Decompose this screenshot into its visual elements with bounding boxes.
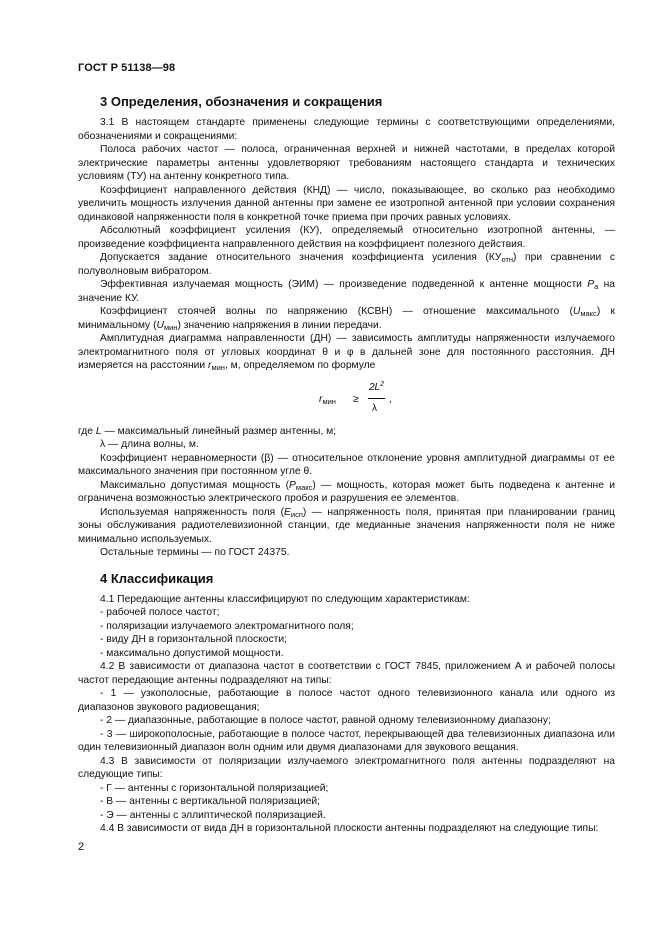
formula-fraction-bar bbox=[368, 398, 385, 399]
formula-relation: ≥ bbox=[353, 393, 359, 405]
formula-comma: , bbox=[389, 393, 392, 405]
page-number: 2 bbox=[78, 841, 85, 853]
document-body bbox=[78, 94, 615, 836]
paragraph-relative-gain: Допускается задание относительного значения коэффициента усиления $(КУ_{отн})$ при сравнении с полуволновым вибратором. bbox=[78, 252, 615, 277]
document-header: ГОСТ Р 51138—98 bbox=[78, 62, 176, 74]
list-item: - виду ДН в горизонтальной плоскости; bbox=[100, 634, 288, 645]
formula-denominator: λ bbox=[372, 402, 377, 414]
paragraph-frequency-band: Полоса рабочих частот — полоса, ограниченная верхней и нижней частотами, в пределах которой электрические параметры антенны удовлетворяют требованиям настоящего стандарта и технических условиям (ТУ) на антенну конкретного типа. bbox=[78, 144, 615, 182]
list-item: - В — антенны с вертикальной поляризацией; bbox=[100, 796, 321, 807]
paragraph-4-4: 4.4 В зависимости от вида ДН в горизонтальной плоскости антенны подразделяют на следующие типы: bbox=[100, 823, 599, 834]
paragraph-4-3: 4.3 В зависимости от поляризации излучаемого электромагнитного поля антенны подразделяют на следующие типы: bbox=[78, 755, 615, 780]
list-item: - Э — антенны с эллиптической поляризацией. bbox=[100, 809, 326, 821]
paragraph-erp: Эффективная излучаемая мощность (ЭИМ) — произведение подведенной к антенне мощности $P_а$ на значение КУ. bbox=[78, 279, 615, 304]
formula-lhs: $r_{мин}$ bbox=[319, 393, 336, 406]
paragraph-vswr: Коэффициент стоячей волны по напряжению (КСВН) — отношение максимального $(U_{макс})$ к минимальному $(U_{мин})$ значению напряжения в линии передачи. bbox=[78, 306, 615, 332]
list-item: - Г — антенны с горизонтальной поляризацией; bbox=[100, 782, 329, 794]
paragraph-max-power: Максимально допустимая мощность $(P_{макс})$ — мощность, которая может быть подведена к антенне и ограничена возможностью электрического пробоя и разрушения ее элементов. bbox=[78, 479, 615, 504]
formula-r-min bbox=[78, 377, 615, 423]
paragraph-4-2: 4.2 В зависимости от диапазона частот в соответствии с ГОСТ 7845, приложением А и рабочей полосы частот передающие антенны подразделяют на типы: bbox=[78, 661, 615, 686]
where-clause-L: где L — максимальный линейный размер антенны, м; bbox=[78, 425, 337, 437]
paragraph-other-terms: Остальные термины — по ГОСТ 24375. bbox=[100, 547, 290, 558]
paragraph-type-1: - 1 — узкополосные, работающие в полосе частот одного телевизионного канала или одного из диапазонов звукового радиовещания; bbox=[78, 688, 615, 713]
paragraph-4-1: 4.1 Передающие антенны классифицируют по следующим характеристикам: bbox=[100, 593, 470, 605]
where-clause-lambda: λ — длина волны, м. bbox=[100, 439, 199, 450]
paragraph-nonuniformity: Коэффициент неравномерности (β) — относительное отклонение уровня амплитудной диаграммы от ее максимального значения при постоянном угле θ. bbox=[78, 452, 615, 477]
list-item: - максимально допустимой мощности. bbox=[100, 647, 284, 659]
formula-numerator: $2L^2$ bbox=[369, 380, 385, 393]
section-4-title: 4 Классификация bbox=[100, 570, 214, 586]
paragraph-3-1: 3.1 В настоящем стандарте применены следующие термины с соответствующими определениями, обозначениями и сокращениями: bbox=[78, 117, 615, 142]
list-item: - поляризации излучаемого электромагнитного поля; bbox=[100, 620, 354, 632]
paragraph-absolute-gain: Абсолютный коэффициент усиления (КУ), определяемый относительно изотропной антенны, — произведение коэффициента направленного действия на коэффициент полезного действия. bbox=[78, 225, 615, 250]
paragraph-type-2: - 2 — диапазонные, работающие в полосе частот, равной одному телевизионному диапазону; bbox=[100, 715, 551, 726]
paragraph-directivity: Коэффициент направленного действия (КНД) — число, показывающее, во сколько раз необходимо увеличить мощность излучения данной антенны при замене ее изотропной антенной при условии сохранения одинаковой напряженности поля в конкретной точке приема при прочих равных условиях. bbox=[78, 184, 615, 223]
paragraph-radiation-pattern: Амплитудная диаграмма направленности (ДН) — зависимость амплитуды напряженности излучаемого электромагнитного поля от угловых координат θ и φ в дальней зоне для постоянного расстояния. ДН измеряется на расстоянии $r_{мин}$, м, определяемом по формуле bbox=[78, 333, 615, 372]
list-item: - рабочей полосе частот; bbox=[100, 607, 220, 618]
paragraph-type-3: - 3 — широкополосные, работающие в полосе частот, перекрывающей два телевизионных диапазона или один телевизионный диапазон волн одним или двумя диапазонами для звукового вещания. bbox=[78, 728, 615, 753]
paragraph-field-strength: Используемая напряженность поля $(E_{исп})$ — напряженность поля, принятая при планировании границ зоны обслуживания радиотелевизионной станции, где медианные значения напряженности поля не ниже минимально используемых. bbox=[78, 506, 615, 545]
section-3-title: 3 Определения, обозначения и сокращения bbox=[100, 94, 383, 109]
